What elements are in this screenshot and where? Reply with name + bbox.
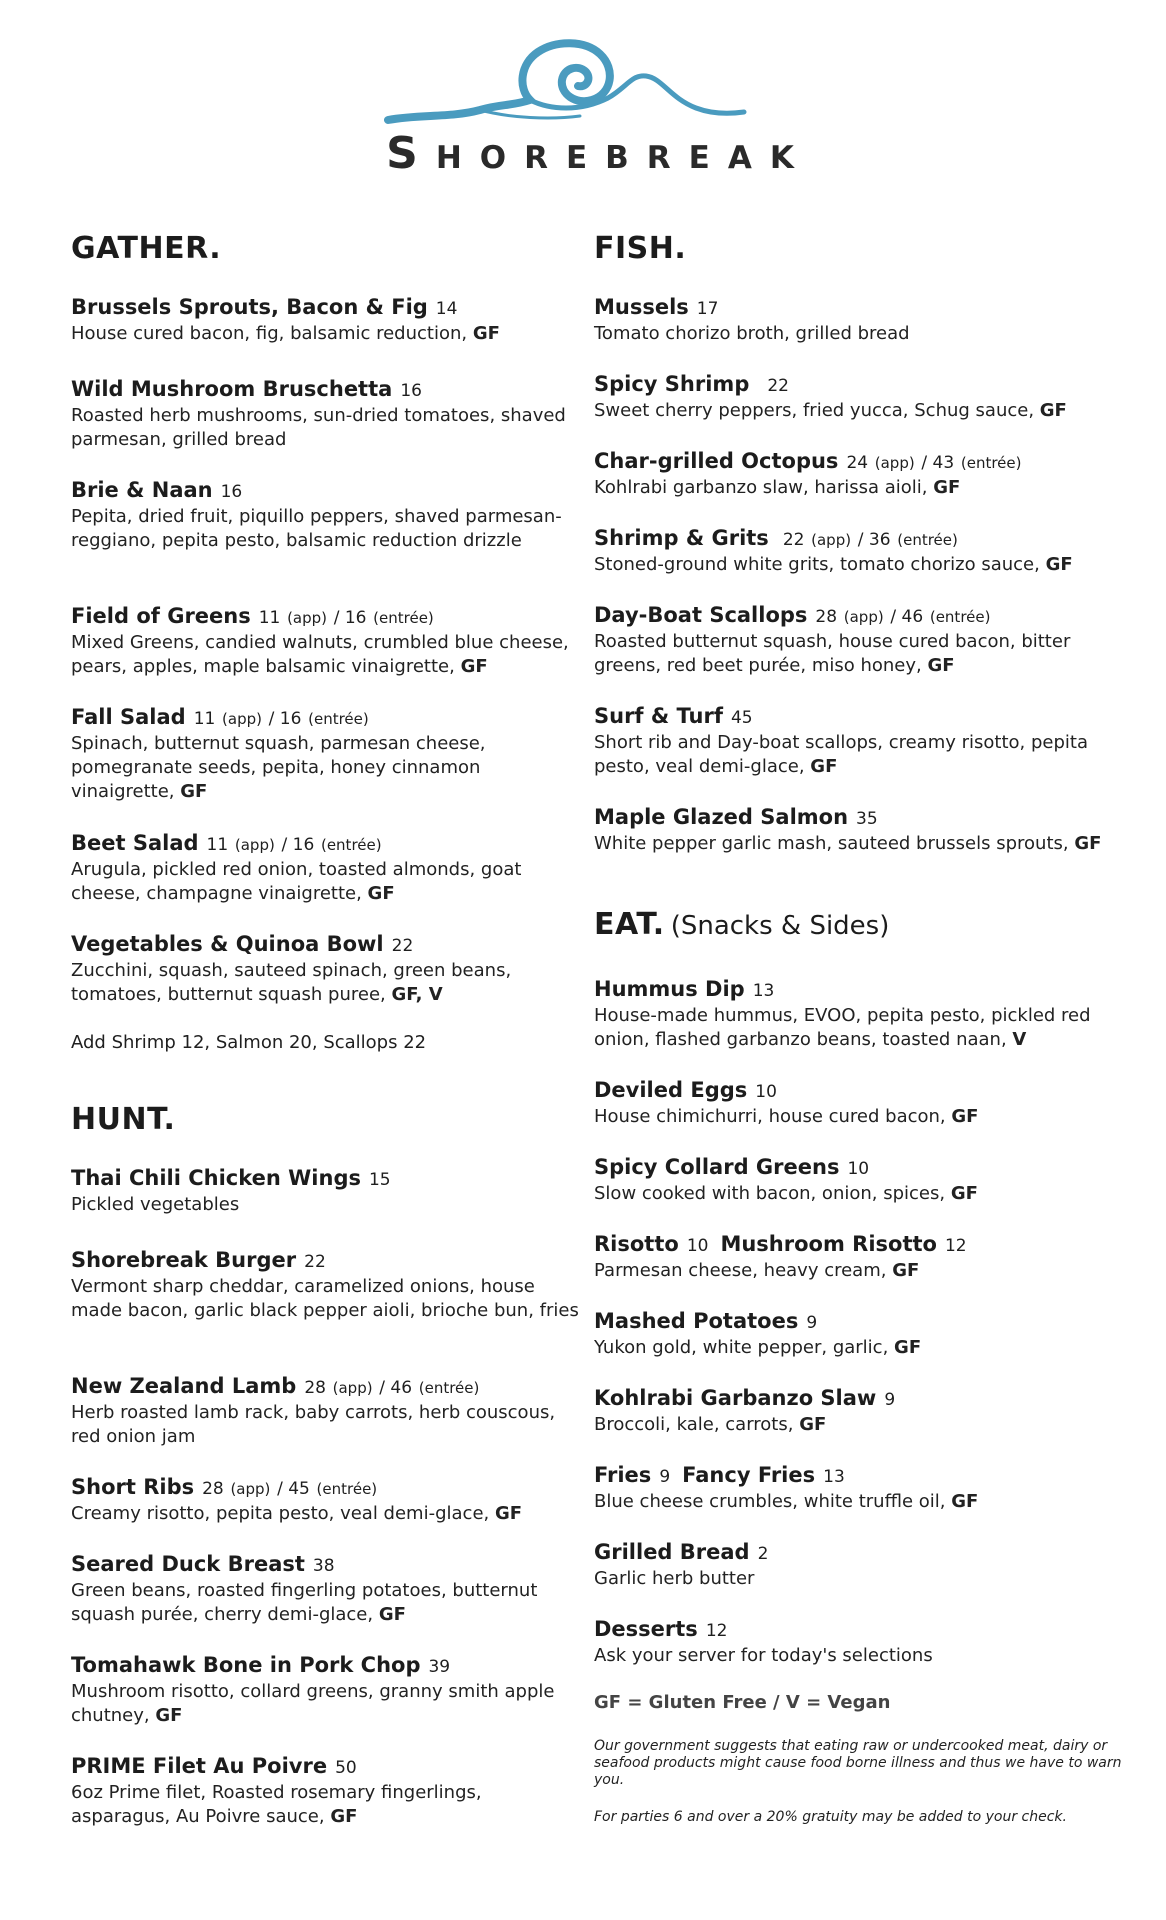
item-name: Short Ribs: [71, 1475, 195, 1499]
price-app-label: (app): [230, 1480, 271, 1498]
item-diet-tag: GF: [933, 477, 961, 498]
item-price: 12: [705, 1621, 728, 1641]
item-price: 17: [696, 299, 719, 319]
eat-title-text: EAT.: [594, 907, 665, 942]
item-price: 16: [220, 482, 243, 502]
item-price: 22: [304, 1252, 326, 1272]
item-name: Vegetables & Quinoa Bowl: [71, 932, 384, 956]
item-description: Garlic herb butter: [594, 1568, 755, 1589]
menu-item: [71, 477, 581, 553]
item-description: Short rib and Day-boat scallops, creamy risotto, pepita pesto, veal demi-glace,: [594, 732, 1088, 777]
item-description: House-made hummus, EVOO, pepita pesto, pickled red onion, flashed garbanzo beans, toasted naan,: [594, 1005, 1091, 1050]
item-name: Wild Mushroom Bruschetta: [71, 377, 393, 401]
item-diet-tag: GF: [460, 656, 488, 677]
item-price: 9: [884, 1390, 896, 1410]
menu-item: [594, 1616, 1124, 1668]
item-diet-tag: GF: [1045, 554, 1073, 575]
gratuity-note: For parties 6 and over a 20% gratuity may be added to your check.: [594, 1809, 1067, 1825]
item-price: 11: [206, 835, 229, 855]
menu-item: [71, 1551, 581, 1627]
menu-item: [71, 1753, 581, 1829]
item-description: 6oz Prime filet, Roasted rosemary fingerlings, asparagus, Au Poivre sauce,: [71, 1782, 482, 1827]
item-price-entree: / 36: [857, 530, 891, 550]
menu-item: [594, 1539, 1124, 1591]
menu-item: [594, 1077, 1124, 1129]
item-description: Ask your server for today's selections: [594, 1645, 933, 1666]
item-price: 10: [847, 1159, 870, 1179]
item-name: Risotto: [594, 1232, 679, 1256]
brand-wordmark: Shorebreak: [386, 128, 812, 179]
menu-item: [594, 1154, 1124, 1206]
item-description: Tomato chorizo broth, grilled bread: [594, 323, 910, 344]
section-title-gather: GATHER.: [71, 231, 222, 266]
item-price-entree: / 46: [890, 607, 924, 627]
item-price: 39: [428, 1657, 451, 1677]
menu-item: [594, 1308, 1124, 1360]
item-description: House cured bacon, fig, balsamic reduction,: [71, 323, 468, 344]
food-safety-notice: Our government suggests that eating raw or undercooked meat, dairy or seafood products might cause food borne illness and thus we have to warn you.: [594, 1738, 1122, 1788]
item-name: PRIME Filet Au Poivre: [71, 1754, 328, 1778]
menu-item: [594, 1462, 1124, 1514]
item-description: Kohlrabi garbanzo slaw, harissa aioli,: [594, 477, 928, 498]
item-name-secondary: Fancy Fries: [682, 1463, 816, 1487]
menu-item: [71, 931, 581, 1007]
eat-subtitle: (Snacks & Sides): [670, 911, 890, 941]
item-description: White pepper garlic mash, sauteed brussels sprouts,: [594, 833, 1069, 854]
menu-item: [594, 703, 1124, 779]
menu-item: [71, 294, 581, 346]
item-name: Fall Salad: [71, 705, 186, 729]
menu-item: [71, 376, 581, 452]
item-name: Shrimp & Grits: [594, 526, 769, 550]
item-name: Fries: [594, 1463, 652, 1487]
item-name: Tomahawk Bone in Pork Chop: [71, 1653, 421, 1677]
item-price: 22: [391, 936, 414, 956]
item-diet-tag: GF: [951, 1106, 979, 1127]
item-name: Beet Salad: [71, 831, 199, 855]
item-price: 9: [806, 1313, 818, 1333]
item-description: Spinach, butternut squash, parmesan cheese, pomegranate seeds, pepita, honey cinnamon vinaigrette,: [71, 733, 486, 802]
item-price: 9: [659, 1467, 671, 1487]
item-description: Green beans, roasted fingerling potatoes, butternut squash purée, cherry demi-glace,: [71, 1580, 538, 1625]
item-diet-tag: GF: [892, 1260, 920, 1281]
price-entree-label: (entrée): [316, 1480, 378, 1498]
item-description: Arugula, pickled red onion, toasted almonds, goat cheese, champagne vinaigrette,: [71, 859, 522, 904]
item-name-secondary: Mushroom Risotto: [720, 1232, 937, 1256]
item-description: Broccoli, kale, carrots,: [594, 1414, 794, 1435]
item-description: Pickled vegetables: [71, 1194, 240, 1215]
item-name: Kohlrabi Garbanzo Slaw: [594, 1386, 877, 1410]
item-diet-tag: GF: [1074, 833, 1102, 854]
item-price-entree: / 16: [268, 709, 302, 729]
price-entree-label: (entrée): [960, 454, 1022, 472]
item-price: 15: [368, 1170, 391, 1190]
item-diet-tag: GF: [367, 883, 395, 904]
item-name: Seared Duck Breast: [71, 1552, 305, 1576]
menu-item: [71, 704, 581, 804]
menu-item: [71, 1373, 581, 1449]
item-name: Hummus Dip: [594, 977, 745, 1001]
item-description: House chimichurri, house cured bacon,: [594, 1106, 946, 1127]
item-name: Thai Chili Chicken Wings: [71, 1166, 361, 1190]
item-name: Brie & Naan: [71, 478, 213, 502]
item-price: 45: [730, 708, 753, 728]
item-diet-tag: GF: [1039, 400, 1067, 421]
menu-item: [594, 1231, 1124, 1283]
item-diet-tag: GF: [927, 655, 955, 676]
menu-item: [71, 1652, 581, 1728]
price-entree-label: (entrée): [929, 608, 991, 626]
item-diet-tag: GF: [799, 1414, 827, 1435]
item-price: 11: [193, 709, 216, 729]
item-price-entree: / 16: [281, 835, 315, 855]
price-entree-label: (entrée): [897, 531, 958, 549]
item-name: Desserts: [594, 1617, 698, 1641]
item-diet-tag: GF: [810, 756, 838, 777]
menu-item: [71, 1165, 581, 1217]
item-name: Mussels: [594, 295, 689, 319]
item-description: Zucchini, squash, sauteed spinach, green beans, tomatoes, butternut squash puree,: [71, 960, 512, 1005]
price-app-label: (app): [332, 1379, 373, 1397]
item-name: Field of Greens: [71, 604, 251, 628]
shorebreak-wave-logo: [380, 36, 750, 128]
item-description: Stoned-ground white grits, tomato chorizo sauce,: [594, 554, 1040, 575]
section-title-eat: [594, 907, 890, 942]
item-diet-tag: GF: [180, 781, 208, 802]
item-price: 22: [782, 530, 805, 550]
menu-item: [594, 525, 1124, 577]
item-description: Roasted herb mushrooms, sun-dried tomatoes, shaved parmesan, grilled bread: [71, 405, 566, 450]
price-entree-label: (entrée): [320, 836, 382, 854]
item-price-entree: / 16: [333, 608, 367, 628]
diet-legend: GF = Gluten Free / V = Vegan: [594, 1692, 891, 1713]
item-name: Surf & Turf: [594, 704, 723, 728]
item-price-entree: / 45: [277, 1479, 310, 1499]
item-description: Yukon gold, white pepper, garlic,: [594, 1337, 889, 1358]
price-app-label: (app): [222, 710, 262, 728]
price-app-label: (app): [811, 531, 852, 549]
item-description: Slow cooked with bacon, onion, spices,: [594, 1183, 946, 1204]
item-price: 13: [752, 981, 775, 1001]
item-price: 50: [335, 1758, 357, 1778]
item-name: Shorebreak Burger: [71, 1248, 297, 1272]
item-price: 35: [856, 809, 878, 829]
item-name: Mashed Potatoes: [594, 1309, 799, 1333]
item-description: Herb roasted lamb rack, baby carrots, herb couscous, red onion jam: [71, 1402, 556, 1447]
menu-item: [71, 1247, 581, 1323]
item-description: Blue cheese crumbles, white truffle oil,: [594, 1491, 946, 1512]
price-app-label: (app): [287, 609, 328, 627]
item-name: Grilled Bread: [594, 1540, 750, 1564]
item-description: Mixed Greens, candied walnuts, crumbled blue cheese, pears, apples, maple balsamic vinaigrette,: [71, 632, 569, 677]
price-entree-label: (entrée): [418, 1379, 480, 1397]
item-diet-tag: GF: [894, 1337, 922, 1358]
item-price: 16: [400, 381, 422, 401]
item-diet-tag: GF: [494, 1503, 523, 1524]
menu-item: [594, 294, 1124, 346]
price-app-label: (app): [874, 454, 915, 472]
section-title-hunt: HUNT.: [71, 1102, 176, 1137]
item-name: Char-grilled Octopus: [594, 449, 839, 473]
item-price-secondary: 12: [944, 1236, 967, 1256]
item-name: Deviled Eggs: [594, 1078, 748, 1102]
item-diet-tag: GF: [950, 1183, 978, 1204]
menu-item: [594, 602, 1124, 678]
price-entree-label: (entrée): [308, 710, 369, 728]
price-app-label: (app): [843, 608, 884, 626]
item-diet-tag: GF: [378, 1604, 406, 1625]
price-entree-label: (entrée): [373, 609, 434, 627]
item-diet-tag: V: [1012, 1029, 1027, 1050]
menu-item: [594, 448, 1124, 500]
item-price: 2: [757, 1544, 769, 1564]
section-title-fish: FISH.: [594, 231, 687, 266]
menu-item: [594, 1385, 1124, 1437]
item-price-entree: / 43: [921, 453, 955, 473]
item-price: 24: [846, 453, 869, 473]
item-diet-tag: GF: [951, 1491, 979, 1512]
item-name: Brussels Sprouts, Bacon & Fig: [71, 295, 428, 319]
item-price: 22: [767, 376, 789, 396]
item-price: 38: [312, 1556, 335, 1576]
item-name: New Zealand Lamb: [71, 1374, 297, 1398]
item-price: 14: [435, 299, 458, 319]
menu-item: [71, 603, 581, 679]
item-price: 28: [815, 607, 838, 627]
item-description: Parmesan cheese, heavy cream,: [594, 1260, 887, 1281]
menu-item: [594, 976, 1124, 1052]
item-price-secondary: 13: [823, 1467, 845, 1487]
menu-item: [594, 371, 1124, 423]
item-price: 10: [755, 1082, 777, 1102]
item-price: 11: [258, 608, 281, 628]
item-description: Roasted butternut squash, house cured bacon, bitter greens, red beet purée, miso honey,: [594, 631, 1071, 676]
item-description: Mushroom risotto, collard greens, granny smith apple chutney,: [71, 1681, 555, 1726]
item-price-entree: / 46: [379, 1378, 413, 1398]
item-diet-tag: GF: [330, 1806, 358, 1827]
item-description: Pepita, dried fruit, piquillo peppers, shaved parmesan-reggiano, pepita pesto, balsamic reduction drizzle: [71, 506, 562, 551]
item-price: 28: [304, 1378, 326, 1398]
item-name: Spicy Collard Greens: [594, 1155, 840, 1179]
item-diet-tag: GF: [155, 1705, 183, 1726]
item-price: 28: [202, 1479, 224, 1499]
item-description: Sweet cherry peppers, fried yucca, Schug sauce,: [594, 400, 1035, 421]
item-name: Day-Boat Scallops: [594, 603, 808, 627]
item-diet-tag: GF: [472, 323, 500, 344]
item-price: 10: [686, 1236, 709, 1256]
price-app-label: (app): [234, 836, 275, 854]
addon-note: Add Shrimp 12, Salmon 20, Scallops 22: [71, 1032, 427, 1053]
item-diet-tag: GF, V: [391, 984, 443, 1005]
item-name: Maple Glazed Salmon: [594, 805, 849, 829]
item-description: Creamy risotto, pepita pesto, veal demi-glace,: [71, 1503, 490, 1524]
menu-item: [71, 830, 581, 906]
menu-item: [594, 804, 1124, 856]
item-description: Vermont sharp cheddar, caramelized onions, house made bacon, garlic black pepper aioli, brioche bun, fries: [71, 1276, 579, 1321]
menu-item: [71, 1474, 581, 1526]
item-name: Spicy Shrimp: [594, 372, 750, 396]
